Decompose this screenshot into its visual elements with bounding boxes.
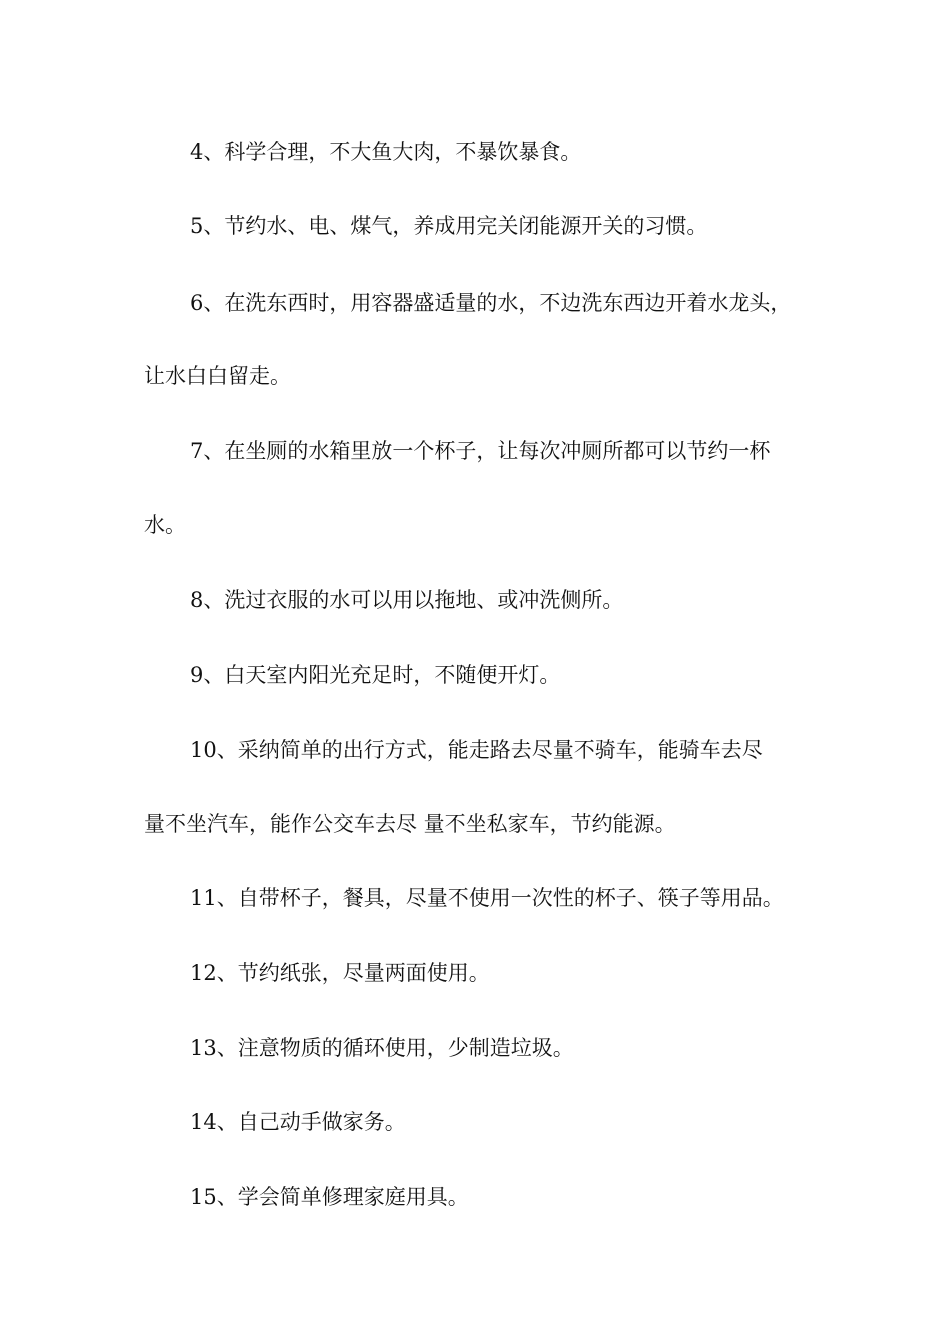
item-6-line-1: 6、在洗东西时，用容器盛适量的水，不边洗东西边开着水龙头， xyxy=(190,291,792,315)
item-6-line-2: 让水白白留走。 xyxy=(144,364,291,388)
item-12-line-1: 12、节约纸张，尽量两面使用。 xyxy=(190,961,490,985)
item-9-line-1: 9、白天室内阳光充足时，不随便开灯。 xyxy=(190,663,561,687)
item-14-line-1: 14、自己动手做家务。 xyxy=(190,1110,406,1134)
item-10-line-1: 10、采纳简单的出行方式，能走路去尽量不骑车，能骑车去尽 xyxy=(190,738,763,762)
item-7-line-2: 水。 xyxy=(144,513,186,537)
item-15-line-1: 15、学会简单修理家庭用具。 xyxy=(190,1185,469,1209)
item-5-line-1: 5、节约水、电、煤气，养成用完关闭能源开关的习惯。 xyxy=(190,214,708,238)
item-13-line-1: 13、注意物质的循环使用，少制造垃圾。 xyxy=(190,1036,574,1060)
item-4-line-1: 4、科学合理，不大鱼大肉，不暴饮暴食。 xyxy=(190,140,582,164)
item-10-line-2: 量不坐汽车，能作公交车去尽 量不坐私家车，节约能源。 xyxy=(144,812,676,836)
item-7-line-1: 7、在坐厕的水箱里放一个杯子，让每次冲厕所都可以节约一杯 xyxy=(190,439,771,463)
item-11-line-1: 11、自带杯子，餐具，尽量不使用一次性的杯子、筷子等用品。 xyxy=(190,886,784,910)
item-8-line-1: 8、洗过衣服的水可以用以拖地、或冲洗侧所。 xyxy=(190,588,624,612)
